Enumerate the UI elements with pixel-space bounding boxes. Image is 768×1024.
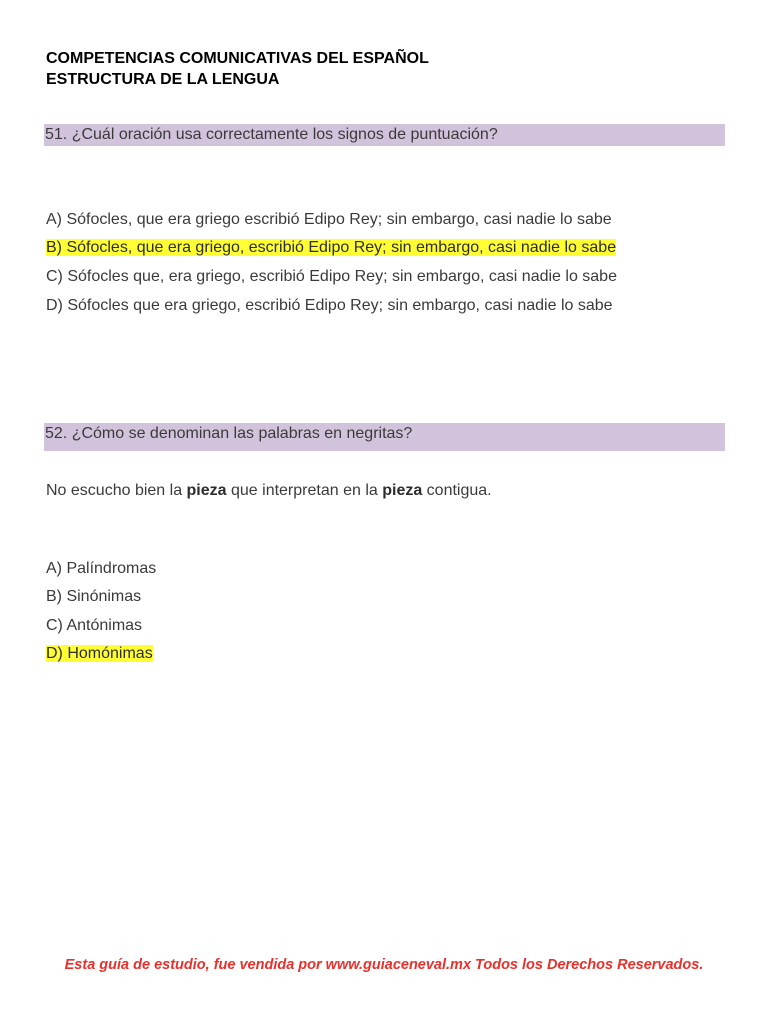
q51-option-d: D) Sófocles que era griego, escribió Edipo Rey; sin embargo, casi nadie lo sabe (46, 297, 613, 314)
q52-option-b: B) Sinónimas (46, 588, 142, 605)
q51-option-b-correct (46, 237, 616, 258)
q51-option-b-highlight: B) Sófocles, que era griego, escribió Edipo Rey; sin embargo, casi nadie lo sabe (46, 239, 617, 256)
q52-option-d-correct (46, 643, 153, 664)
q51-option-a: A) Sófocles, que era griego escribió Edipo Rey; sin embargo, casi nadie lo sabe (46, 211, 612, 228)
sentence-part-2: que interpretan en la (226, 482, 383, 499)
document-header (46, 48, 429, 90)
q51-option-c: C) Sófocles que, era griego, escribió Edipo Rey; sin embargo, casi nadie lo sabe (46, 268, 617, 285)
q52-example-sentence (46, 480, 492, 501)
copyright-footer: Esta guía de estudio, fue vendida por www.guiaceneval.mx Todos los Derechos Reservados. (64, 957, 704, 973)
bold-word-2: pieza (382, 482, 423, 499)
question-52-text: 52. ¿Cómo se denominan las palabras en negritas? (45, 425, 413, 442)
q52-option-c: C) Antónimas (46, 617, 143, 634)
question-51-bar (44, 124, 725, 146)
header-title-line1: COMPETENCIAS COMUNICATIVAS DEL ESPAÑOL (46, 50, 429, 67)
question-51-text: 51. ¿Cuál oración usa correctamente los signos de puntuación? (45, 126, 498, 143)
question-52-bar (44, 423, 725, 451)
bold-word-1: pieza (186, 482, 227, 499)
q52-option-d-highlight: D) Homónimas (46, 645, 153, 662)
header-title-line2: ESTRUCTURA DE LA LENGUA (46, 71, 280, 88)
sentence-part-1: No escucho bien la (46, 482, 187, 499)
q52-option-a: A) Palíndromas (46, 560, 157, 577)
sentence-part-3: contigua. (422, 482, 492, 499)
